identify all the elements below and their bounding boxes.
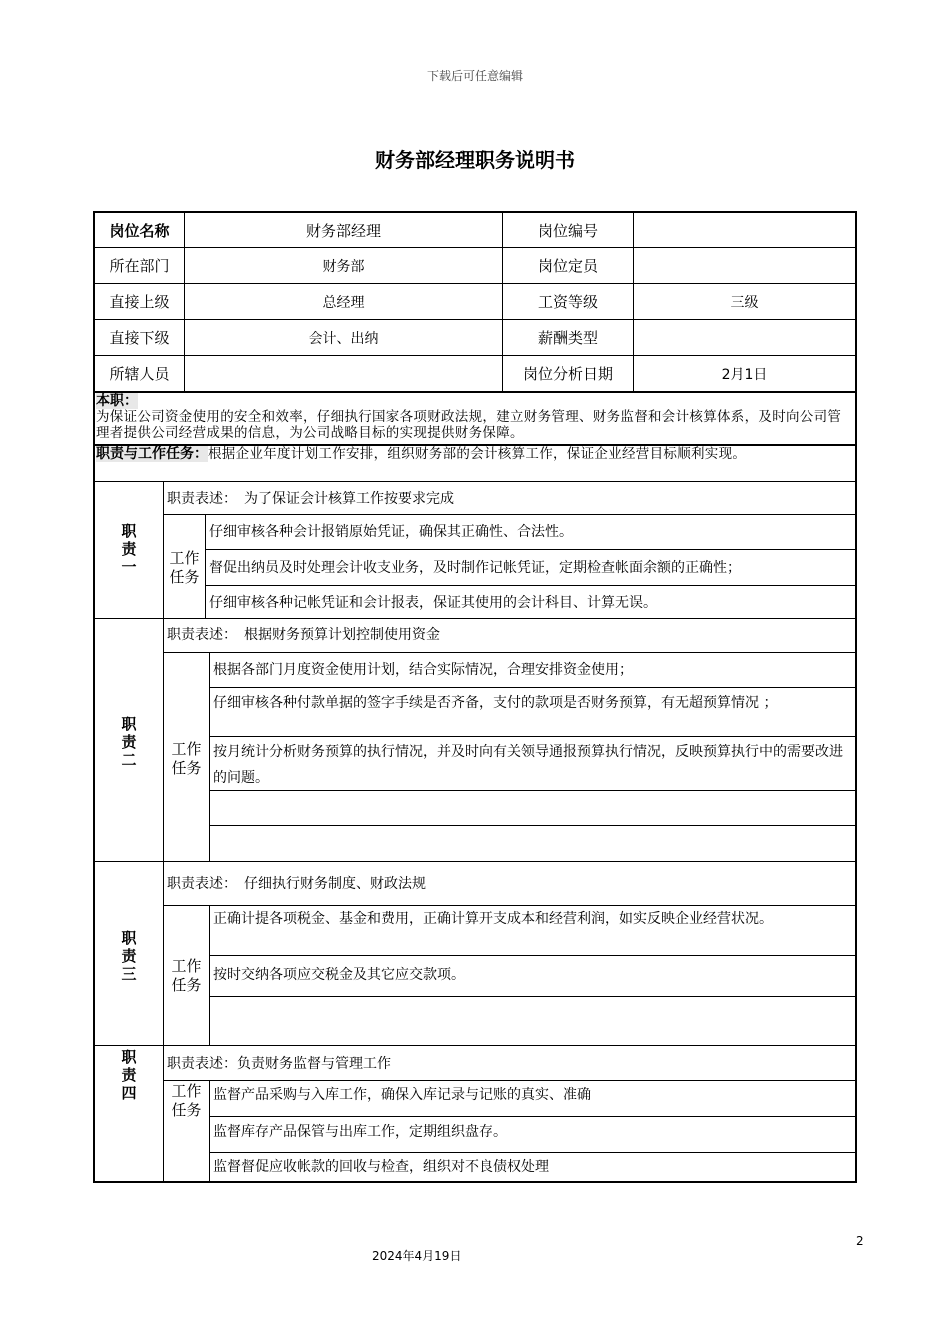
dept-label: 所在部门 [109,257,170,275]
duty-3-task-1: 正确计提各项税金、基金和费用，正确计算开支成本和经营利润，如实反映企业经营状况。 [213,911,773,927]
staff-value [185,356,502,391]
header-note: 下载后可任意编辑 [426,69,523,83]
duty-2-task-label: 工作 任务 [171,740,202,777]
duty-4-task-3: 监督督促应收帐款的回收与检查，组织对不良债权处理 [213,1159,549,1175]
duty-1-task-2: 督促出纳员及时处理会计收支业务，及时制作记帐凭证，定期检查帐面余额的正确性； [209,560,741,576]
duty-3-task-2: 按时交纳各项应交税金及其它应交款项。 [213,967,465,983]
duties-heading-text: 根据企业年度计划工作安排，组织财务部的会计核算工作，保证企业经营目标顺利实现。 [208,446,747,462]
post-name-label: 岗位名称 [109,221,170,240]
quota-label: 岗位定员 [537,257,598,275]
duty-1-statement: 职责表述： 为了保证会计核算工作按要求完成 [167,491,454,507]
post-no-value [634,213,855,247]
duty-2-task-1: 根据各部门月度资金使用计划，结合实际情况，合理安排资金使用； [213,662,633,678]
quota-value [634,248,855,283]
duty-3-statement: 职责表述： 仔细执行财务制度、财政法规 [167,876,426,892]
duties-heading-label: 职责与工作任务： [96,446,208,462]
dept-value: 财务部 [322,258,365,275]
duty-2-statement: 职责表述： 根据财务预算计划控制使用资金 [167,627,440,643]
duty-4-statement: 职责表述：负责财务监督与管理工作 [167,1056,391,1072]
duties-heading [96,446,853,463]
duty-4-task-2: 监督库存产品保管与出库工作，定期组织盘存。 [213,1124,507,1140]
role-text: 为保证公司资金使用的安全和效率，仔细执行国家各项财政法规，建立财务管理、财务监督和会计核算体系，及时向公司管理者提供公司经营成果的信息，为公司战略目标的实现提供财务保障。 [96,409,842,441]
staff-label: 所辖人员 [109,365,170,383]
subordinate-value: 会计、出纳 [308,330,379,347]
duty-1-task-1: 仔细审核各种会计报销原始凭证，确保其正确性、合法性。 [209,524,573,540]
subordinate-label: 直接下级 [109,329,170,347]
duty-2-task-3: 按月统计分析财务预算的执行情况，并及时向有关领导通报预算执行情况，反映预算执行中的需要改进的问题。 [213,744,843,786]
duty-3-task-label: 工作 任务 [171,957,202,994]
wage-value: 三级 [730,294,759,311]
duty-3-label: 职 责 三 [121,929,137,983]
post-no-label: 岗位编号 [537,221,598,240]
superior-value: 总经理 [322,294,365,311]
duty-4-task-1: 监督产品采购与入库工作，确保入库记录与记账的真实、准确 [213,1087,591,1103]
pay-type-label: 薪酬类型 [537,329,598,347]
role-section [96,393,853,441]
wage-label: 工资等级 [537,293,598,311]
job-description-table [93,211,857,1183]
superior-label: 直接上级 [109,293,170,311]
duty-1-label: 职 责 一 [121,522,137,576]
duty-1-task-3: 仔细审核各种记帐凭证和会计报表，保证其使用的会计科目、计算无误。 [209,595,657,611]
duty-2-label: 职 责 二 [121,715,137,769]
duty-4-task-label: 工作 任务 [171,1082,202,1119]
pay-type-value [634,320,855,355]
page-number: 2 [856,1234,864,1248]
role-label: 本职： [96,393,138,409]
duty-2-task-2: 仔细审核各种付款单据的签字手续是否齐备，支付的款项是否财务预算，有无超预算情况 ； [213,695,778,711]
analysis-date-value: 2月1日 [721,366,768,383]
document-title: 财务部经理职务说明书 [375,148,575,172]
analysis-date-label: 岗位分析日期 [522,365,613,383]
post-name-value: 财务部经理 [305,221,381,240]
duty-4-label: 职 责 四 [121,1048,137,1102]
duty-1-task-label: 工作 任务 [169,549,200,586]
footer-date: 2024年4月19日 [372,1249,462,1263]
